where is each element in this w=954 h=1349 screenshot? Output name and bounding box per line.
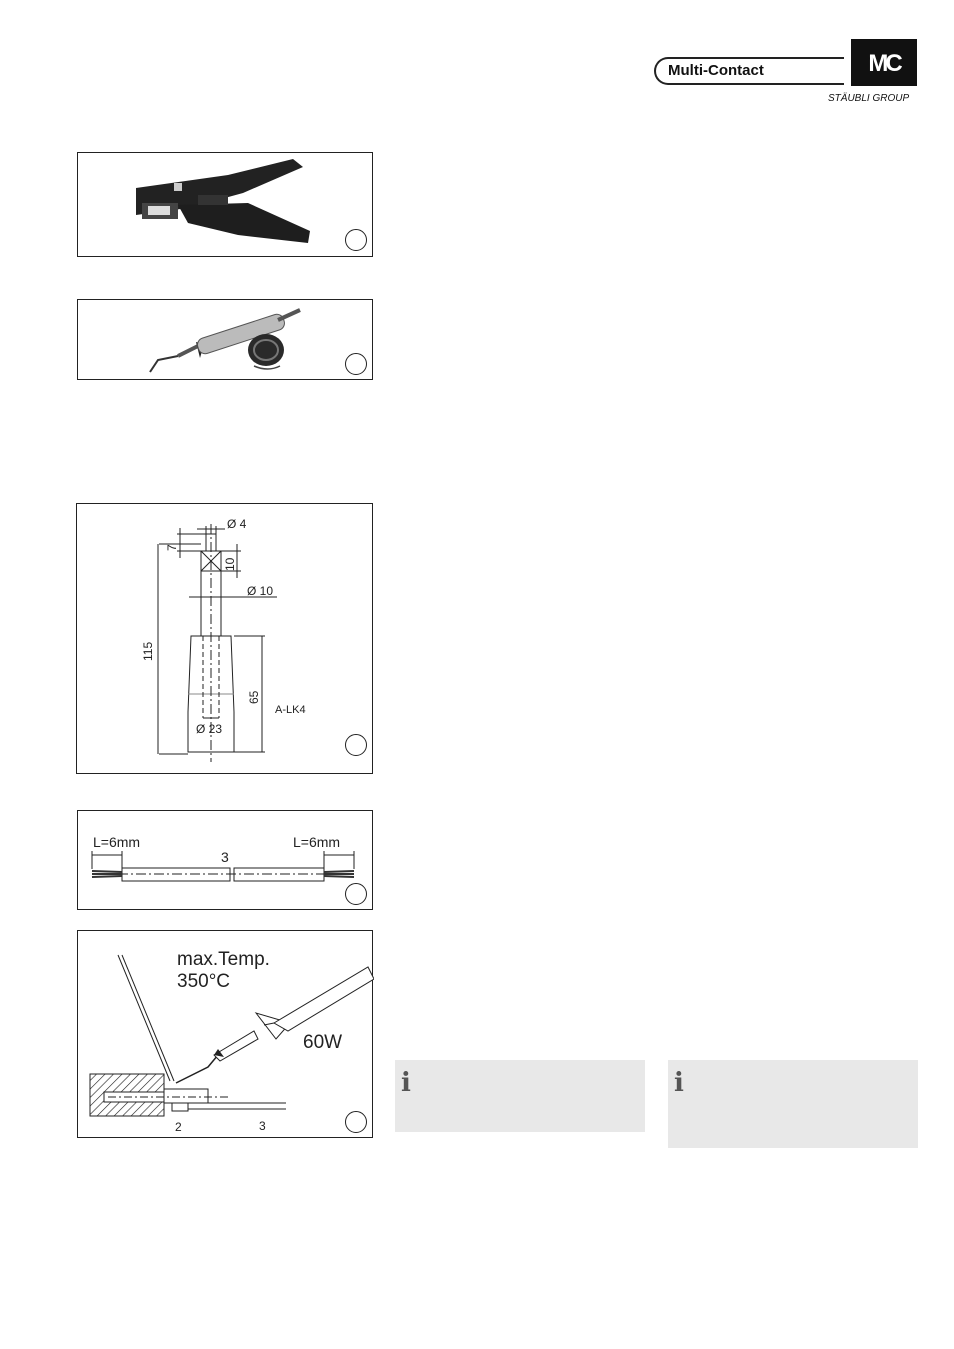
dim-bore-label: Ø 4 [227, 517, 247, 531]
figure-marker-circle [345, 883, 367, 905]
figure-marker-circle [345, 734, 367, 756]
info-box-left [395, 1060, 645, 1132]
figure-holder-drawing [76, 503, 373, 774]
figure-soldering [77, 930, 373, 1138]
strip-length-left: L=6mm [93, 834, 141, 850]
info-icon: i [674, 1068, 684, 1098]
brand-group: STÄUBLI GROUP [828, 93, 910, 104]
max-temp-label: max.Temp. [177, 949, 270, 970]
info-box-right [668, 1060, 918, 1148]
dim-top-label: 7 [165, 544, 179, 551]
dim-length-label: 115 [141, 641, 155, 661]
brand-name: Multi-Contact [668, 62, 764, 79]
figure-cable-strip [77, 810, 373, 910]
info-icon: i [401, 1068, 411, 1098]
dim-socket-label: 10 [223, 557, 237, 571]
dim-base-label: Ø 23 [196, 722, 223, 736]
part-number-label: A-LK4 [275, 704, 306, 716]
figure-marker-circle [345, 229, 367, 251]
holder-technical-drawing [77, 504, 374, 775]
power-label: 60W [303, 1032, 343, 1053]
figure-soldering-iron [77, 299, 373, 380]
stripping-pliers-illustration [78, 153, 374, 258]
cable-strip-drawing [78, 811, 374, 911]
callout-3: 3 [259, 1119, 266, 1133]
figure-marker-circle [345, 353, 367, 375]
callout-2: 2 [175, 1120, 182, 1134]
figure-marker-circle [345, 1111, 367, 1133]
dim-handle-label: 65 [247, 690, 261, 704]
cable-label: 3 [221, 849, 229, 865]
soldering-drawing [78, 931, 374, 1139]
soldering-iron-illustration [78, 300, 374, 381]
strip-length-right: L=6mm [293, 834, 341, 850]
figure-stripping-pliers [77, 152, 373, 257]
max-temp-value: 350°C [177, 971, 231, 992]
brand-mark: MC [851, 39, 917, 86]
dim-shaft-label: Ø 10 [247, 584, 274, 598]
